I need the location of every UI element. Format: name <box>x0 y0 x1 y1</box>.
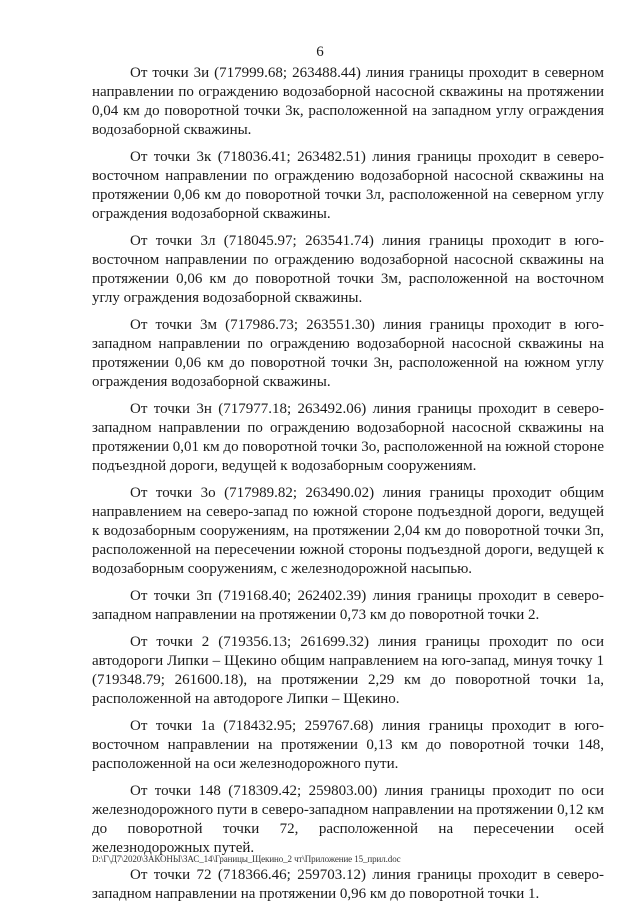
footer-file-path: D:\Г\Д7\2020\ЗАКОНЫ\ЗАС_14\Границы_Щекино_2 чт\Приложение 15_прил.doc <box>92 854 401 864</box>
page-number: 6 <box>316 44 324 60</box>
paragraph-point-1a: От точки 1а (718432.95; 259767.68) линия границы проходит в юго-восточном направлении на протяжении 0,13 км до поворотной точки 148, расположенной на оси железнодорожного пути. <box>92 718 604 772</box>
paragraph-point-3k: От точки 3к (718036.41; 263482.51) линия границы проходит в северо-восточном направлении по ограждению водозаборной насосной скважины на протяжении 0,06 км до поворотной точки 3л, расположенной на северном углу ограждения водозаборной скважины. <box>92 149 604 222</box>
paragraph-point-148: От точки 148 (718309.42; 259803.00) линия границы проходит по оси железнодорожного пути в северо-западном направлении на протяжении 0,12 км до поворотной точки 72, расположенной на пересечении осей железнодорожных путей. <box>92 783 604 856</box>
paragraph-point-3o: От точки 3о (717989.82; 263490.02) линия границы проходит общим направлением на северо-запад по южной стороне подъездной дороги, ведущей к водозаборным сооружениям, на протяжении 2,04 км до поворотной точки 3п, расположенной на пересечении южной стороны подъездной дороги, ведущей к водозаборным сооружениям, с железнодорожной насыпью. <box>92 485 604 577</box>
paragraph-point-3i: От точки 3и (717999.68; 263488.44) линия границы проходит в северном направлении по ограждению водозаборной насосной скважины на протяжении 0,04 км до поворотной точки 3к, расположенной на западном углу ограждения водозаборной скважины. <box>92 65 604 138</box>
paragraph-point-3n: От точки 3н (717977.18; 263492.06) линия границы проходит в северо-западном направлении по ограждению водозаборной насосной скважины на протяжении 0,01 км до поворотной точки 3о, расположенной на южной стороне подъездной дороги, ведущей к водозаборным сооружениям. <box>92 401 604 474</box>
paragraph-point-2: От точки 2 (719356.13; 261699.32) линия границы проходит по оси автодороги Липки – Щекино общим направлением на юго-запад, минуя точку 1 (719348.79; 261600.18), на протяжении 2,29 км до поворотной точки 1а, расположенной на автодороге Липки – Щекино. <box>92 634 604 707</box>
paragraph-point-3l: От точки 3л (718045.97; 263541.74) линия границы проходит в юго-восточном направлении по ограждению водозаборной насосной скважины на протяжении 0,06 км до поворотной точки 3м, расположенной на восточном углу ограждения водозаборной скважины. <box>92 233 604 306</box>
paragraph-point-72: От точки 72 (718366.46; 259703.12) линия границы проходит в северо-западном направлении на протяжении 0,96 км до поворотной точки 1. <box>92 867 604 902</box>
paragraph-point-3p: От точки 3п (719168.40; 262402.39) линия границы проходит в северо-западном направлении на протяжении 0,73 км до поворотной точки 2. <box>92 588 604 623</box>
document-body <box>92 64 604 912</box>
paragraph-point-3m: От точки 3м (717986.73; 263551.30) линия границы проходит в юго-западном направлении по ограждению водозаборной насосной скважины на протяжении 0,06 км до поворотной точки 3н, расположенной на южном углу ограждения водозаборной скважины. <box>92 317 604 390</box>
